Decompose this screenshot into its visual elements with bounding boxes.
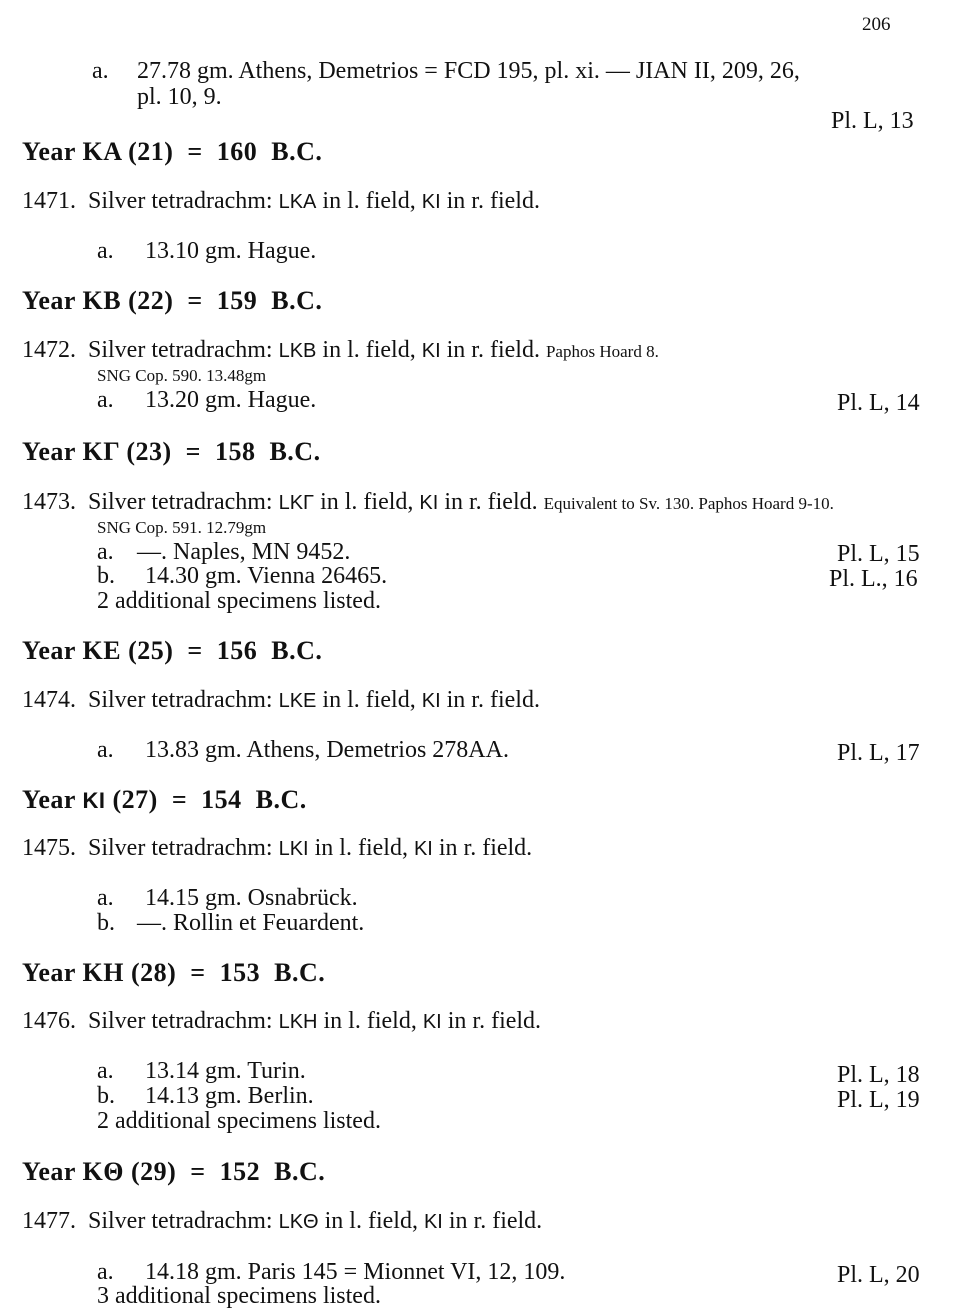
entry-number: 1477. [22, 1208, 76, 1234]
year-greek: KΘ [82, 1157, 124, 1186]
specimen-letter: b. [97, 1083, 115, 1109]
year-date: (25) = 156 B.C. [128, 636, 323, 665]
entry-description-cont: in l. field, [324, 1208, 418, 1234]
entry-number: 1474. [22, 687, 76, 713]
additional-specimens: 3 additional specimens listed. [97, 1283, 381, 1309]
entry-description-cont: in l. field, [322, 687, 416, 713]
specimen-letter: b. [97, 910, 115, 936]
left-field-monogram: LKA [278, 191, 317, 213]
year-date: (27) = 154 B.C. [112, 785, 307, 814]
right-field-monogram: KI [419, 492, 439, 514]
right-field-monogram: KI [421, 191, 441, 213]
sng-reference: SNG Cop. 591. 12.79gm [97, 518, 267, 537]
entry-description: Silver tetradrachm: [88, 1208, 273, 1234]
right-field-monogram: KI [421, 690, 441, 712]
entry-number: 1473. [22, 489, 76, 515]
left-field-monogram: LKE [278, 690, 317, 712]
additional-specimens: 2 additional specimens listed. [97, 1108, 381, 1134]
year-date: (23) = 158 B.C. [126, 437, 321, 466]
entry-number: 1475. [22, 835, 76, 861]
specimen-text: 14.13 gm. Berlin. [145, 1083, 314, 1109]
entry-description: Silver tetradrachm: [88, 337, 273, 363]
specimen-letter: a. [97, 238, 114, 264]
entry-description-end: in r. field. [446, 687, 540, 713]
year-label: Year [22, 437, 76, 466]
right-field-monogram: KI [423, 1211, 443, 1233]
entry-number: 1472. [22, 337, 76, 363]
plate-reference: Pl. L, 15 [837, 541, 920, 567]
plate-reference: Pl. L, 18 [837, 1062, 920, 1088]
year-label: Year [22, 137, 76, 166]
plate-reference: Pl. L, 14 [837, 390, 920, 416]
year-greek: KH [82, 958, 124, 987]
plate-reference: Pl. L, 19 [837, 1087, 920, 1113]
catalog-entry [22, 835, 532, 862]
year-greek: KB [82, 286, 122, 315]
year-date: (28) = 153 B.C. [130, 958, 326, 987]
hoard-note: Equivalent to Sv. 130. Paphos Hoard 9-10. [543, 494, 834, 513]
specimen-text: 13.20 gm. Hague. [145, 387, 317, 413]
entry-description-cont: in l. field, [322, 337, 416, 363]
specimen-letter: a. [97, 885, 114, 911]
entry-description: Silver tetradrachm: [88, 188, 273, 214]
specimen-text: 14.30 gm. Vienna 26465. [145, 563, 388, 589]
year-label: Year [22, 958, 76, 987]
specimen-letter: a. [97, 737, 114, 763]
specimen-text: —. Rollin et Feuardent. [137, 910, 365, 936]
catalog-entry [22, 489, 834, 516]
catalog-entry [22, 188, 540, 215]
entry-description-end: in r. field. [438, 835, 533, 861]
entry-description-end: in r. field. [448, 1208, 543, 1234]
right-field-monogram: KI [421, 340, 441, 362]
left-field-monogram: LKΓ [278, 492, 315, 514]
plate-reference: Pl. L., 16 [829, 566, 918, 592]
year-heading [22, 437, 321, 467]
specimen-letter: a. [97, 1259, 114, 1285]
catalog-entry [22, 1208, 542, 1235]
left-field-monogram: LKH [278, 1011, 318, 1033]
entry-text-line1: 27.78 gm. Athens, Demetrios = FCD 195, pl. xi. — JIAN II, 209, 26, [137, 58, 800, 84]
year-heading [22, 958, 325, 988]
specimen-text: 14.15 gm. Osnabrück. [145, 885, 358, 911]
entry-description-cont: in l. field, [320, 489, 414, 515]
left-field-monogram: LKΙ [278, 838, 309, 860]
catalog-entry [22, 687, 540, 714]
left-field-monogram: LKB [278, 340, 317, 362]
additional-specimens: 2 additional specimens listed. [97, 588, 381, 614]
entry-text-line2: pl. 10, 9. [137, 84, 222, 110]
year-heading [22, 636, 322, 666]
right-field-monogram: KI [413, 838, 433, 860]
year-label: Year [22, 636, 76, 665]
year-greek: KE [82, 636, 122, 665]
entry-description: Silver tetradrachm: [88, 1008, 273, 1034]
specimen-letter: b. [97, 563, 115, 589]
entry-description-cont: in l. field, [314, 835, 408, 861]
page-number: 206 [862, 14, 891, 35]
year-heading [22, 137, 322, 167]
specimen-text: 13.83 gm. Athens, Demetrios 278AA. [145, 737, 509, 763]
year-label: Year [22, 286, 76, 315]
year-greek: KA [82, 137, 122, 166]
year-greek: KΙ [82, 788, 106, 813]
entry-letter: a. [92, 58, 109, 84]
year-date: (22) = 159 B.C. [128, 286, 323, 315]
specimen-text: —. Naples, MN 9452. [137, 539, 351, 565]
entry-description-end: in r. field. [446, 337, 540, 363]
entry-description-end: in r. field. [447, 1008, 542, 1034]
year-heading [22, 785, 307, 815]
specimen-text: 13.10 gm. Hague. [145, 238, 317, 264]
entry-number: 1476. [22, 1008, 76, 1034]
entry-description: Silver tetradrachm: [88, 835, 273, 861]
entry-description: Silver tetradrachm: [88, 687, 273, 713]
specimen-text: 13.14 gm. Turin. [145, 1058, 306, 1084]
specimen-text: 14.18 gm. Paris 145 = Mionnet VI, 12, 109. [145, 1259, 566, 1285]
plate-reference: Pl. L, 20 [837, 1262, 920, 1288]
specimen-letter: a. [97, 539, 114, 565]
hoard-note: Paphos Hoard 8. [545, 342, 659, 361]
right-field-monogram: KI [422, 1011, 442, 1033]
catalog-entry [22, 1008, 541, 1035]
entry-description-end: in r. field. [446, 188, 540, 214]
plate-reference: Pl. L, 17 [837, 740, 920, 766]
year-label: Year [22, 1157, 76, 1186]
left-field-monogram: LKΘ [278, 1211, 319, 1233]
catalog-entry [22, 337, 659, 364]
sng-reference: SNG Cop. 590. 13.48gm [97, 366, 267, 385]
specimen-letter: a. [97, 387, 114, 413]
year-date: (29) = 152 B.C. [130, 1157, 326, 1186]
entry-description-cont: in l. field, [322, 188, 416, 214]
year-date: (21) = 160 B.C. [128, 137, 323, 166]
specimen-letter: a. [97, 1058, 114, 1084]
entry-description-cont: in l. field, [323, 1008, 417, 1034]
year-heading [22, 286, 322, 316]
year-heading [22, 1157, 325, 1187]
year-label: Year [22, 785, 76, 814]
entry-number: 1471. [22, 188, 76, 214]
plate-reference: Pl. L, 13 [831, 108, 914, 134]
entry-description-end: in r. field. [444, 489, 538, 515]
entry-description: Silver tetradrachm: [88, 489, 273, 515]
year-greek: KΓ [82, 437, 120, 466]
